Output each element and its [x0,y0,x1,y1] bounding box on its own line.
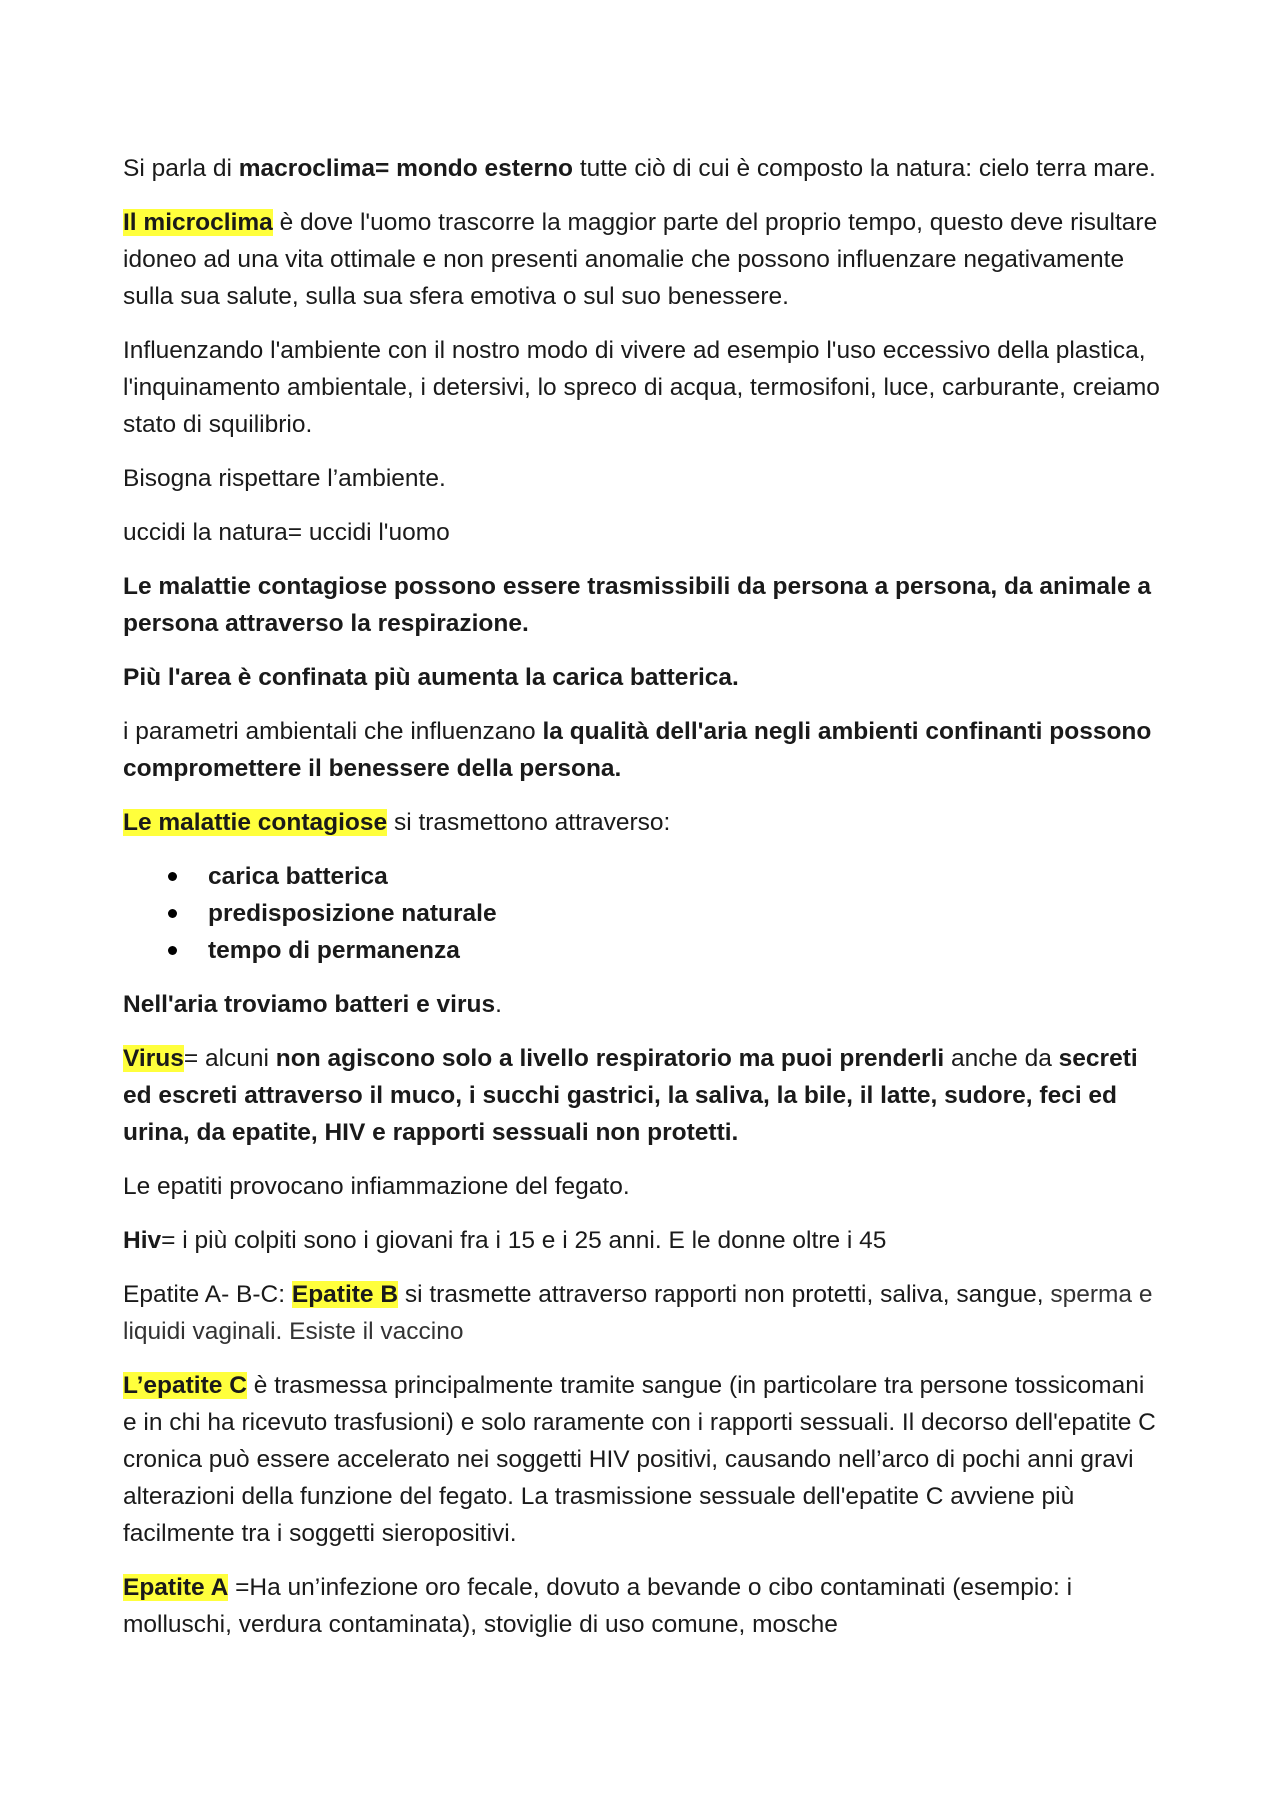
paragraph-macroclima [123,150,1163,187]
list-item: predisposizione naturale [123,895,1163,932]
text: . [495,991,502,1018]
text: è trasmessa principalmente tramite sangue (in particolare tra persone tossicomani e in chi ha ricevuto trasfusioni) e solo raramente con i rapporti sessuali. Il decorso dell'epatite C cronica può essere accelerato nei soggetti HIV positivi, causando nell’arco di pochi anni gravi alterazioni della funzione del fegato. La trasmissione sessuale dell'epatite C avviene più facilmente tra i soggetti sieropositivi. [123,1372,1156,1547]
paragraph-influenzando: Influenzando l'ambiente con il nostro modo di vivere ad esempio l'uso eccessivo della plastica, l'inquinamento ambientale, i detersivi, lo spreco di acqua, termosifoni, luce, carburante, creiamo stato di squilibrio. [123,337,1160,438]
highlighted-term: L’epatite C [123,1372,247,1399]
text: anche da [944,1045,1059,1072]
paragraph-epatite-a [123,1569,1163,1643]
paragraph-epatiti: Le epatiti provocano infiammazione del fegato. [123,1173,630,1200]
bold-text: Più l'area è confinata più aumenta la carica batterica. [123,664,739,691]
list-item: carica batterica [123,858,1163,895]
text: si trasmette attraverso rapporti non protetti, saliva, sangue, [398,1281,1051,1308]
bold-text: Le malattie contagiose possono essere trasmissibili da persona a persona, da animale a persona attraverso la respirazione. [123,573,1152,637]
text: si trasmettono attraverso: [387,809,671,836]
bold-text: Nell'aria troviamo batteri e virus [123,991,496,1018]
text: = alcuni [183,1045,276,1072]
paragraph-malattie-contagiose [123,568,1163,642]
paragraph-epatite-b [123,1276,1163,1350]
bold-text: non agiscono solo a livello respiratorio ma puoi prenderli [275,1045,945,1072]
paragraph-virus [123,1040,1163,1151]
paragraph-parametri [123,713,1163,787]
list-item: tempo di permanenza [123,932,1163,969]
highlighted-term: Epatite B [291,1281,399,1308]
paragraph-area-confinata [123,659,1163,696]
text: è dove l'uomo trascorre la maggior parte del proprio tempo, questo deve risultare idoneo ad una vita ottimale e non presenti anomalie che possono influenzare negativamente sulla sua salute, sulla sua sfera emotiva o sul suo benessere. [123,209,1158,310]
bold-text: secreti ed escreti attraverso il muco, i succhi gastrici, la saliva, la bile, il latte, sudore, feci ed urina, da epatite, HIV e rapporti sessuali non protetti. [123,1045,1138,1146]
text: =Ha un’infezione oro fecale, dovuto a bevande o cibo contaminati (esempio: i molluschi, verdura contaminata), stoviglie di uso comune, mosche [123,1574,1073,1638]
highlighted-term: Le malattie contagiose [123,809,388,836]
highlighted-term: Epatite A [123,1574,229,1601]
bold-text: macroclima= mondo esterno [238,155,574,182]
paragraph-uccidi: uccidi la natura= uccidi l'uomo [123,519,450,546]
highlighted-term: Il microclima [123,209,273,236]
text: Si parla di [123,155,239,182]
text: tutte ciò di cui è composto la natura: cielo terra mare. [573,155,1156,182]
paragraph-batteri-virus [123,986,1163,1023]
paragraph-rispettare: Bisogna rispettare l’ambiente. [123,465,446,492]
text: i parametri ambientali che influenzano [123,718,543,745]
bold-text: Hiv [123,1227,162,1254]
paragraph-hiv [123,1222,1163,1259]
paragraph-epatite-c [123,1367,1163,1552]
paragraph-trasmettono [123,804,1163,841]
document-page [123,150,1163,1660]
bullet-list [123,858,1163,969]
bold-text: la qualità dell'aria negli ambienti confinanti possono compromettere il benessere della persona. [123,718,1152,782]
text: sperma e liquidi vaginali. Esiste il vaccino [123,1281,1153,1345]
paragraph-microclima [123,204,1163,315]
text: = i più colpiti sono i giovani fra i 15 e i 25 anni. E le donne oltre i 45 [161,1227,887,1254]
text: Epatite A- B-C: [123,1281,292,1308]
highlighted-term: Virus [123,1045,184,1072]
